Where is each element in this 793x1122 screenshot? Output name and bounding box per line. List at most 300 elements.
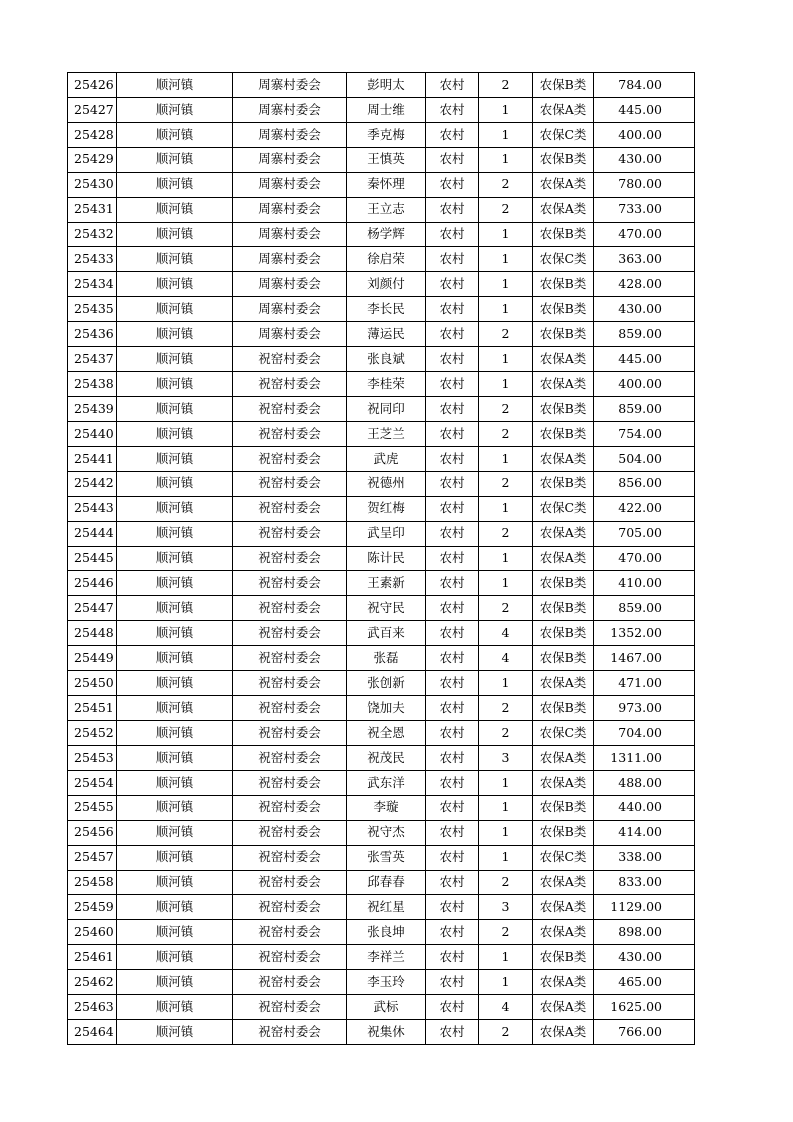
area-type-cell: 农村 [426,770,479,795]
town-cell: 顺河镇 [117,795,233,820]
table-row [68,845,695,870]
area-type-cell: 农村 [426,870,479,895]
household-count-cell: 1 [479,970,533,995]
record-id-cell: 25437 [68,347,117,372]
table-row [68,197,695,222]
record-id-cell: 25439 [68,396,117,421]
area-type-cell: 农村 [426,1020,479,1045]
table-row [68,222,695,247]
area-type-cell: 农村 [426,222,479,247]
person-name-cell: 李桂荣 [347,372,426,397]
village-committee-cell: 周寨村委会 [233,272,347,297]
amount-cell: 859.00 [594,396,695,421]
insurance-class-cell: 农保B类 [533,297,594,322]
town-cell: 顺河镇 [117,621,233,646]
household-count-cell: 1 [479,272,533,297]
amount-cell: 471.00 [594,671,695,696]
person-name-cell: 武东洋 [347,770,426,795]
amount-cell: 422.00 [594,496,695,521]
record-id-cell: 25458 [68,870,117,895]
person-name-cell: 祝茂民 [347,745,426,770]
insurance-class-cell: 农保A类 [533,770,594,795]
record-id-cell: 25447 [68,596,117,621]
record-id-cell: 25454 [68,770,117,795]
town-cell: 顺河镇 [117,147,233,172]
person-name-cell: 杨学辉 [347,222,426,247]
town-cell: 顺河镇 [117,172,233,197]
town-cell: 顺河镇 [117,770,233,795]
household-count-cell: 2 [479,870,533,895]
insurance-class-cell: 农保A类 [533,521,594,546]
table-row [68,297,695,322]
village-committee-cell: 祝窑村委会 [233,347,347,372]
village-committee-cell: 周寨村委会 [233,247,347,272]
person-name-cell: 彭明太 [347,73,426,98]
person-name-cell: 季克梅 [347,122,426,147]
area-type-cell: 农村 [426,920,479,945]
person-name-cell: 武虎 [347,446,426,471]
record-id-cell: 25464 [68,1020,117,1045]
insurance-class-cell: 农保A类 [533,97,594,122]
area-type-cell: 农村 [426,471,479,496]
town-cell: 顺河镇 [117,745,233,770]
person-name-cell: 祝德州 [347,471,426,496]
village-committee-cell: 周寨村委会 [233,73,347,98]
person-name-cell: 秦怀理 [347,172,426,197]
household-count-cell: 2 [479,720,533,745]
village-committee-cell: 祝窑村委会 [233,820,347,845]
household-count-cell: 1 [479,347,533,372]
area-type-cell: 农村 [426,247,479,272]
record-id-cell: 25430 [68,172,117,197]
amount-cell: 780.00 [594,172,695,197]
roster-body [68,73,695,1045]
table-row [68,820,695,845]
person-name-cell: 王立志 [347,197,426,222]
table-row [68,920,695,945]
table-row [68,421,695,446]
area-type-cell: 农村 [426,297,479,322]
person-name-cell: 祝守民 [347,596,426,621]
area-type-cell: 农村 [426,496,479,521]
household-count-cell: 2 [479,172,533,197]
village-committee-cell: 周寨村委会 [233,322,347,347]
household-count-cell: 2 [479,920,533,945]
record-id-cell: 25428 [68,122,117,147]
amount-cell: 400.00 [594,372,695,397]
household-count-cell: 2 [479,696,533,721]
record-id-cell: 25456 [68,820,117,845]
insurance-class-cell: 农保A类 [533,1020,594,1045]
record-id-cell: 25442 [68,471,117,496]
record-id-cell: 25453 [68,745,117,770]
area-type-cell: 农村 [426,97,479,122]
table-row [68,870,695,895]
area-type-cell: 农村 [426,396,479,421]
table-row [68,247,695,272]
village-committee-cell: 祝窑村委会 [233,546,347,571]
area-type-cell: 农村 [426,272,479,297]
town-cell: 顺河镇 [117,995,233,1020]
household-count-cell: 4 [479,646,533,671]
town-cell: 顺河镇 [117,1020,233,1045]
village-committee-cell: 祝窑村委会 [233,870,347,895]
village-committee-cell: 祝窑村委会 [233,795,347,820]
village-committee-cell: 祝窑村委会 [233,596,347,621]
area-type-cell: 农村 [426,197,479,222]
table-row [68,347,695,372]
amount-cell: 445.00 [594,97,695,122]
household-count-cell: 1 [479,297,533,322]
record-id-cell: 25427 [68,97,117,122]
table-row [68,596,695,621]
insurance-class-cell: 农保B类 [533,596,594,621]
town-cell: 顺河镇 [117,920,233,945]
table-row [68,172,695,197]
insurance-class-cell: 农保B类 [533,272,594,297]
table-row [68,571,695,596]
insurance-class-cell: 农保B类 [533,820,594,845]
record-id-cell: 25450 [68,671,117,696]
household-count-cell: 4 [479,621,533,646]
village-committee-cell: 祝窑村委会 [233,920,347,945]
table-row [68,745,695,770]
person-name-cell: 徐启荣 [347,247,426,272]
person-name-cell: 王素新 [347,571,426,596]
household-count-cell: 1 [479,546,533,571]
record-id-cell: 25451 [68,696,117,721]
person-name-cell: 张雪英 [347,845,426,870]
person-name-cell: 祝集休 [347,1020,426,1045]
person-name-cell: 刘颜付 [347,272,426,297]
village-committee-cell: 祝窑村委会 [233,446,347,471]
amount-cell: 766.00 [594,1020,695,1045]
table-row [68,73,695,98]
household-count-cell: 1 [479,97,533,122]
table-row [68,770,695,795]
town-cell: 顺河镇 [117,322,233,347]
village-committee-cell: 祝窑村委会 [233,845,347,870]
household-count-cell: 1 [479,571,533,596]
household-count-cell: 4 [479,995,533,1020]
village-committee-cell: 祝窑村委会 [233,770,347,795]
record-id-cell: 25436 [68,322,117,347]
area-type-cell: 农村 [426,322,479,347]
area-type-cell: 农村 [426,347,479,372]
household-count-cell: 2 [479,322,533,347]
record-id-cell: 25459 [68,895,117,920]
insurance-class-cell: 农保B类 [533,646,594,671]
household-count-cell: 2 [479,197,533,222]
household-count-cell: 3 [479,745,533,770]
area-type-cell: 农村 [426,696,479,721]
town-cell: 顺河镇 [117,845,233,870]
town-cell: 顺河镇 [117,496,233,521]
record-id-cell: 25449 [68,646,117,671]
area-type-cell: 农村 [426,546,479,571]
person-name-cell: 张磊 [347,646,426,671]
amount-cell: 445.00 [594,347,695,372]
insurance-class-cell: 农保B类 [533,147,594,172]
record-id-cell: 25443 [68,496,117,521]
town-cell: 顺河镇 [117,347,233,372]
person-name-cell: 周士维 [347,97,426,122]
area-type-cell: 农村 [426,795,479,820]
person-name-cell: 薄运民 [347,322,426,347]
amount-cell: 430.00 [594,147,695,172]
household-count-cell: 2 [479,1020,533,1045]
amount-cell: 465.00 [594,970,695,995]
village-committee-cell: 祝窑村委会 [233,720,347,745]
town-cell: 顺河镇 [117,396,233,421]
record-id-cell: 25431 [68,197,117,222]
amount-cell: 1467.00 [594,646,695,671]
table-row [68,621,695,646]
household-count-cell: 1 [479,845,533,870]
town-cell: 顺河镇 [117,895,233,920]
amount-cell: 414.00 [594,820,695,845]
household-count-cell: 1 [479,820,533,845]
insurance-class-cell: 农保A类 [533,671,594,696]
household-count-cell: 1 [479,247,533,272]
town-cell: 顺河镇 [117,945,233,970]
table-row [68,272,695,297]
village-committee-cell: 祝窑村委会 [233,571,347,596]
town-cell: 顺河镇 [117,671,233,696]
person-name-cell: 邱春春 [347,870,426,895]
insurance-class-cell: 农保A类 [533,546,594,571]
village-committee-cell: 祝窑村委会 [233,970,347,995]
insurance-class-cell: 农保A类 [533,745,594,770]
area-type-cell: 农村 [426,372,479,397]
insurance-class-cell: 农保B类 [533,471,594,496]
table-row [68,646,695,671]
town-cell: 顺河镇 [117,870,233,895]
table-row [68,521,695,546]
table-row [68,671,695,696]
amount-cell: 859.00 [594,322,695,347]
insurance-class-cell: 农保B类 [533,945,594,970]
person-name-cell: 张良斌 [347,347,426,372]
table-row [68,995,695,1020]
record-id-cell: 25444 [68,521,117,546]
insurance-class-cell: 农保C类 [533,247,594,272]
household-count-cell: 1 [479,671,533,696]
table-row [68,372,695,397]
amount-cell: 859.00 [594,596,695,621]
town-cell: 顺河镇 [117,421,233,446]
person-name-cell: 李祥兰 [347,945,426,970]
amount-cell: 754.00 [594,421,695,446]
household-count-cell: 2 [479,421,533,446]
amount-cell: 705.00 [594,521,695,546]
town-cell: 顺河镇 [117,820,233,845]
person-name-cell: 王芝兰 [347,421,426,446]
amount-cell: 338.00 [594,845,695,870]
area-type-cell: 农村 [426,147,479,172]
table-row [68,696,695,721]
insurance-class-cell: 农保C类 [533,720,594,745]
roster-table [67,72,695,1045]
village-committee-cell: 祝窑村委会 [233,471,347,496]
village-committee-cell: 祝窑村委会 [233,421,347,446]
record-id-cell: 25452 [68,720,117,745]
amount-cell: 410.00 [594,571,695,596]
town-cell: 顺河镇 [117,596,233,621]
table-row [68,147,695,172]
record-id-cell: 25435 [68,297,117,322]
amount-cell: 428.00 [594,272,695,297]
town-cell: 顺河镇 [117,696,233,721]
amount-cell: 733.00 [594,197,695,222]
village-committee-cell: 祝窑村委会 [233,671,347,696]
village-committee-cell: 周寨村委会 [233,197,347,222]
insurance-class-cell: 农保A类 [533,372,594,397]
insurance-class-cell: 农保A类 [533,197,594,222]
amount-cell: 440.00 [594,795,695,820]
insurance-class-cell: 农保A类 [533,870,594,895]
area-type-cell: 农村 [426,421,479,446]
town-cell: 顺河镇 [117,720,233,745]
village-committee-cell: 周寨村委会 [233,222,347,247]
person-name-cell: 贺红梅 [347,496,426,521]
amount-cell: 898.00 [594,920,695,945]
record-id-cell: 25433 [68,247,117,272]
record-id-cell: 25455 [68,795,117,820]
table-row [68,322,695,347]
table-row [68,396,695,421]
record-id-cell: 25445 [68,546,117,571]
table-row [68,471,695,496]
area-type-cell: 农村 [426,745,479,770]
person-name-cell: 武百来 [347,621,426,646]
record-id-cell: 25441 [68,446,117,471]
amount-cell: 470.00 [594,546,695,571]
amount-cell: 704.00 [594,720,695,745]
record-id-cell: 25426 [68,73,117,98]
household-count-cell: 2 [479,73,533,98]
insurance-class-cell: 农保A类 [533,920,594,945]
village-committee-cell: 祝窑村委会 [233,621,347,646]
person-name-cell: 武呈印 [347,521,426,546]
village-committee-cell: 祝窑村委会 [233,945,347,970]
person-name-cell: 张良坤 [347,920,426,945]
insurance-class-cell: 农保B类 [533,322,594,347]
town-cell: 顺河镇 [117,646,233,671]
person-name-cell: 陈计民 [347,546,426,571]
household-count-cell: 1 [479,372,533,397]
insurance-class-cell: 农保C类 [533,845,594,870]
village-committee-cell: 周寨村委会 [233,122,347,147]
town-cell: 顺河镇 [117,197,233,222]
insurance-class-cell: 农保B类 [533,222,594,247]
town-cell: 顺河镇 [117,122,233,147]
table-row [68,97,695,122]
record-id-cell: 25460 [68,920,117,945]
household-count-cell: 3 [479,895,533,920]
table-row [68,945,695,970]
household-count-cell: 2 [479,596,533,621]
person-name-cell: 李玉玲 [347,970,426,995]
village-committee-cell: 祝窑村委会 [233,646,347,671]
town-cell: 顺河镇 [117,546,233,571]
insurance-class-cell: 农保B类 [533,571,594,596]
table-row [68,122,695,147]
table-row [68,895,695,920]
amount-cell: 973.00 [594,696,695,721]
household-count-cell: 1 [479,222,533,247]
town-cell: 顺河镇 [117,372,233,397]
person-name-cell: 饶加夫 [347,696,426,721]
amount-cell: 1129.00 [594,895,695,920]
record-id-cell: 25446 [68,571,117,596]
amount-cell: 400.00 [594,122,695,147]
town-cell: 顺河镇 [117,222,233,247]
table-row [68,446,695,471]
amount-cell: 470.00 [594,222,695,247]
area-type-cell: 农村 [426,995,479,1020]
town-cell: 顺河镇 [117,247,233,272]
town-cell: 顺河镇 [117,446,233,471]
amount-cell: 430.00 [594,945,695,970]
household-count-cell: 1 [479,795,533,820]
person-name-cell: 祝守杰 [347,820,426,845]
amount-cell: 488.00 [594,770,695,795]
area-type-cell: 农村 [426,646,479,671]
table-row [68,970,695,995]
area-type-cell: 农村 [426,820,479,845]
village-committee-cell: 祝窑村委会 [233,521,347,546]
household-count-cell: 1 [479,122,533,147]
village-committee-cell: 祝窑村委会 [233,1020,347,1045]
record-id-cell: 25438 [68,372,117,397]
table-row [68,795,695,820]
household-count-cell: 2 [479,521,533,546]
village-committee-cell: 周寨村委会 [233,172,347,197]
insurance-class-cell: 农保B类 [533,421,594,446]
insurance-class-cell: 农保A类 [533,995,594,1020]
record-id-cell: 25463 [68,995,117,1020]
town-cell: 顺河镇 [117,297,233,322]
insurance-class-cell: 农保B类 [533,696,594,721]
area-type-cell: 农村 [426,895,479,920]
village-committee-cell: 祝窑村委会 [233,696,347,721]
village-committee-cell: 祝窑村委会 [233,372,347,397]
area-type-cell: 农村 [426,720,479,745]
person-name-cell: 李璇 [347,795,426,820]
area-type-cell: 农村 [426,446,479,471]
village-committee-cell: 祝窑村委会 [233,895,347,920]
person-name-cell: 祝同印 [347,396,426,421]
person-name-cell: 王慎英 [347,147,426,172]
village-committee-cell: 周寨村委会 [233,147,347,172]
household-count-cell: 1 [479,770,533,795]
record-id-cell: 25440 [68,421,117,446]
area-type-cell: 农村 [426,945,479,970]
town-cell: 顺河镇 [117,471,233,496]
town-cell: 顺河镇 [117,571,233,596]
table-row [68,720,695,745]
household-count-cell: 1 [479,496,533,521]
village-committee-cell: 祝窑村委会 [233,496,347,521]
amount-cell: 363.00 [594,247,695,272]
person-name-cell: 李长民 [347,297,426,322]
insurance-class-cell: 农保A类 [533,446,594,471]
amount-cell: 856.00 [594,471,695,496]
insurance-class-cell: 农保B类 [533,795,594,820]
record-id-cell: 25432 [68,222,117,247]
person-name-cell: 祝全恩 [347,720,426,745]
